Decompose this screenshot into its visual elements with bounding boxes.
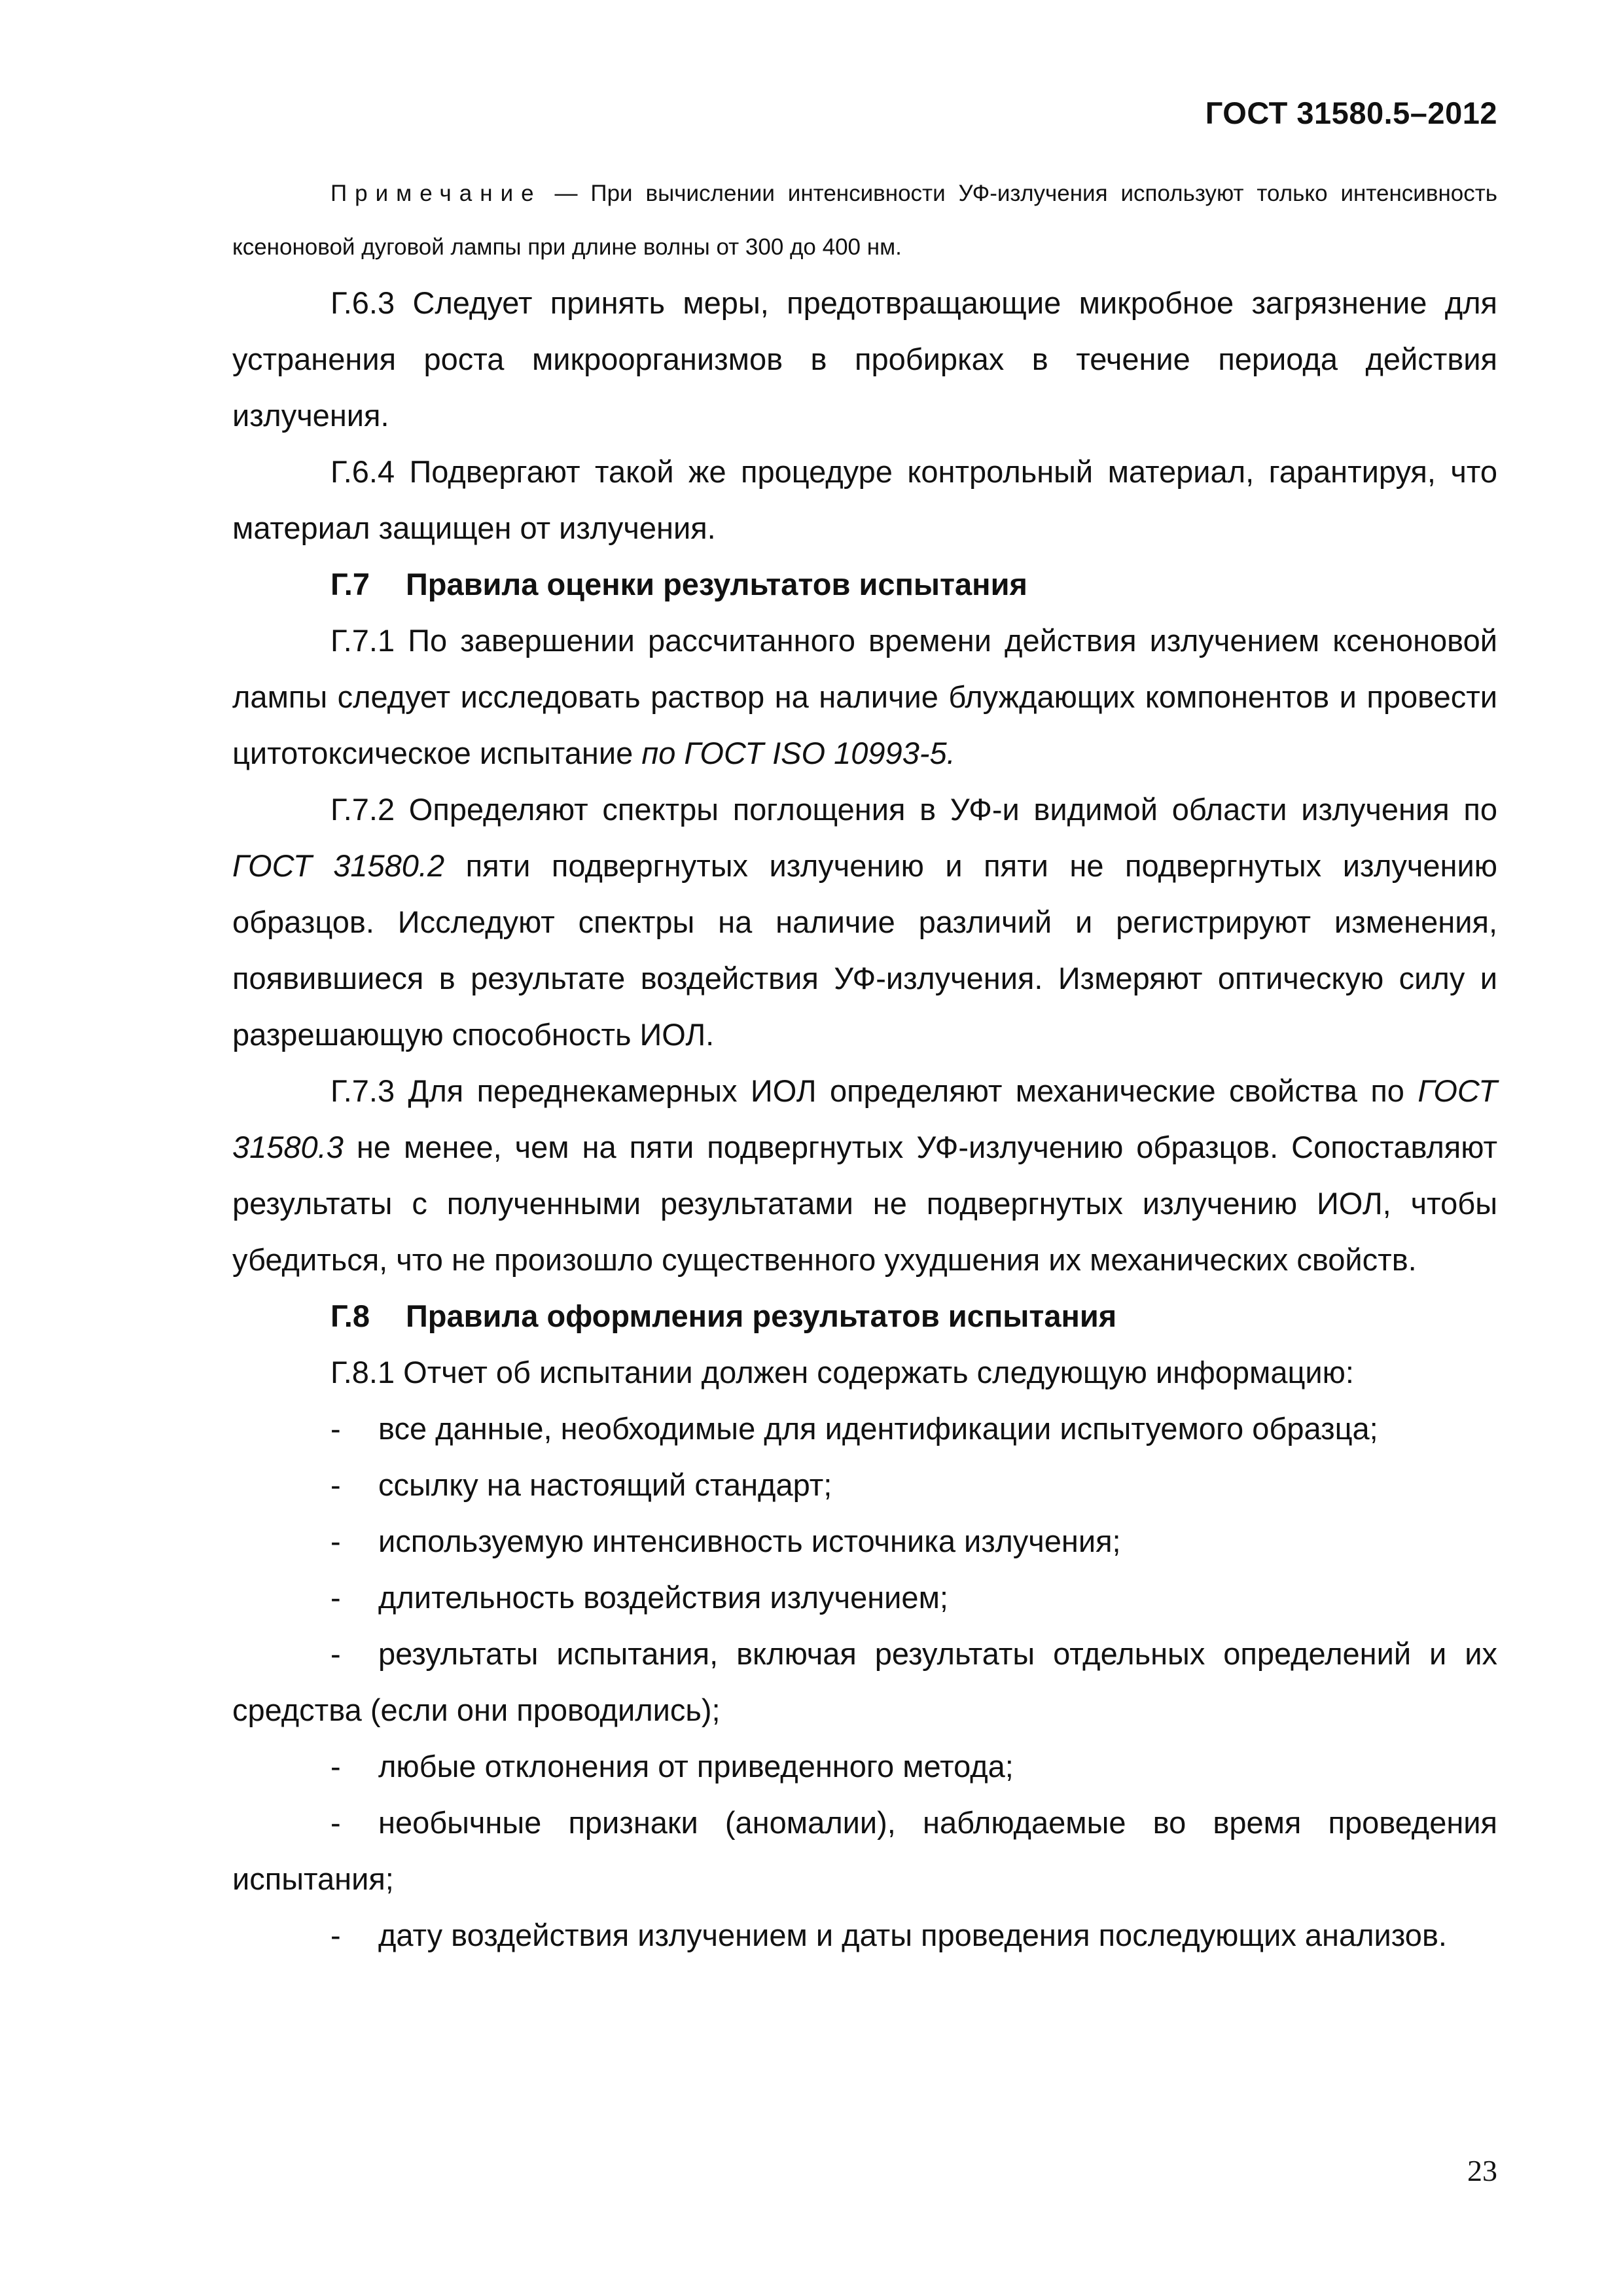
list-item-text: ссылку на настоящий стандарт;: [378, 1467, 832, 1502]
list-item-text: дату воздействия излучением и даты проведения последующих анализов.: [378, 1918, 1447, 1952]
section-title: Правила оформления результатов испытания: [406, 1299, 1117, 1333]
list-dash: -: [330, 1805, 341, 1840]
paragraph-g73: [232, 1063, 1497, 1288]
list-item: [232, 1738, 1497, 1795]
paragraph-g63: Г.6.3 Следует принять меры, предотвращающие микробное загрязнение для устранения роста микроорганизмов в пробирках в течение периода действия излучения.: [232, 285, 1497, 433]
page-number: 23: [1467, 2154, 1497, 2187]
paragraph-g71: [232, 613, 1497, 781]
list-item: [232, 1570, 1497, 1626]
paragraph-text: пяти подвергнутых излучению и пяти не подвергнутых излучению образцов. Исследуют спектры на наличие различий и регистрируют изменения, появившиеся в результате воздействия УФ-излучения. Измеряют оптическую силу и разрешающую способность ИОЛ.: [232, 848, 1498, 1052]
list-dash: -: [330, 1749, 341, 1784]
list-dash: -: [330, 1580, 341, 1615]
list-item-text: необычные признаки (аномалии), наблюдаемые во время проведения испытания;: [232, 1805, 1497, 1896]
note-label: Примечание: [330, 181, 542, 206]
list-dash: -: [330, 1636, 341, 1671]
section-heading-g8: [232, 1288, 1497, 1344]
paragraph-text: Г.7.3 Для переднекамерных ИОЛ определяют механические свойства по: [330, 1073, 1418, 1108]
standard-reference: ГОСТ 31580.2: [232, 848, 445, 883]
section-heading-g7: [232, 556, 1497, 613]
list-item: [232, 1401, 1497, 1457]
list-item: [232, 1513, 1497, 1570]
note-paragraph: [232, 167, 1497, 274]
list-dash: -: [330, 1411, 341, 1446]
standard-reference: по ГОСТ ISO 10993-5.: [641, 736, 955, 770]
list-dash: -: [330, 1467, 341, 1502]
list-item: [232, 1626, 1497, 1738]
list-dash: -: [330, 1918, 341, 1952]
note-text: — При вычислении интенсивности УФ-излучения используют только интенсивность ксеноновой дуговой лампы при длине волны от 300 до 400 нм.: [232, 181, 1497, 260]
section-number: Г.8: [330, 1299, 370, 1333]
list-dash: -: [330, 1524, 341, 1558]
section-title: Правила оценки результатов испытания: [406, 567, 1027, 601]
list-item: [232, 1907, 1497, 1964]
list-item-text: результаты испытания, включая результаты отдельных определений и их средства (если они проводились);: [232, 1636, 1497, 1727]
list-item-text: длительность воздействия излучением;: [378, 1580, 948, 1615]
paragraph-text: Г.7.1 По завершении рассчитанного времени действия излучением ксеноновой лампы следует исследовать раствор на наличие блуждающих компонентов и провести цитотоксическое испытание: [232, 623, 1497, 770]
section-number: Г.7: [330, 567, 370, 601]
paragraph-g64: Г.6.4 Подвергают такой же процедуре контрольный материал, гарантируя, что материал защищен от излучения.: [232, 454, 1497, 545]
paragraph-text: Г.7.2 Определяют спектры поглощения в УФ-и видимой области излучения по: [330, 792, 1497, 827]
document-body: [232, 275, 1497, 1964]
list-item-text: любые отклонения от приведенного метода;: [378, 1749, 1014, 1784]
list-item-text: все данные, необходимые для идентификации испытуемого образца;: [378, 1411, 1378, 1446]
paragraph-g72: [232, 781, 1497, 1063]
list-item-text: используемую интенсивность источника излучения;: [378, 1524, 1121, 1558]
paragraph-text: не менее, чем на пяти подвергнутых УФ-излучению образцов. Сопоставляют результаты с полученными результатами не подвергнутых излучению ИОЛ, чтобы убедиться, что не произошло существенного ухудшения их механических свойств.: [232, 1130, 1497, 1277]
list-item: [232, 1457, 1497, 1513]
document-id-header: ГОСТ 31580.5–2012: [1205, 96, 1497, 130]
note-block: [232, 167, 1497, 274]
list-item: [232, 1795, 1497, 1907]
paragraph-g81: Г.8.1 Отчет об испытании должен содержать следующую информацию:: [330, 1355, 1354, 1390]
standard-reference: ГОСТ 31580.3: [232, 1073, 1497, 1164]
